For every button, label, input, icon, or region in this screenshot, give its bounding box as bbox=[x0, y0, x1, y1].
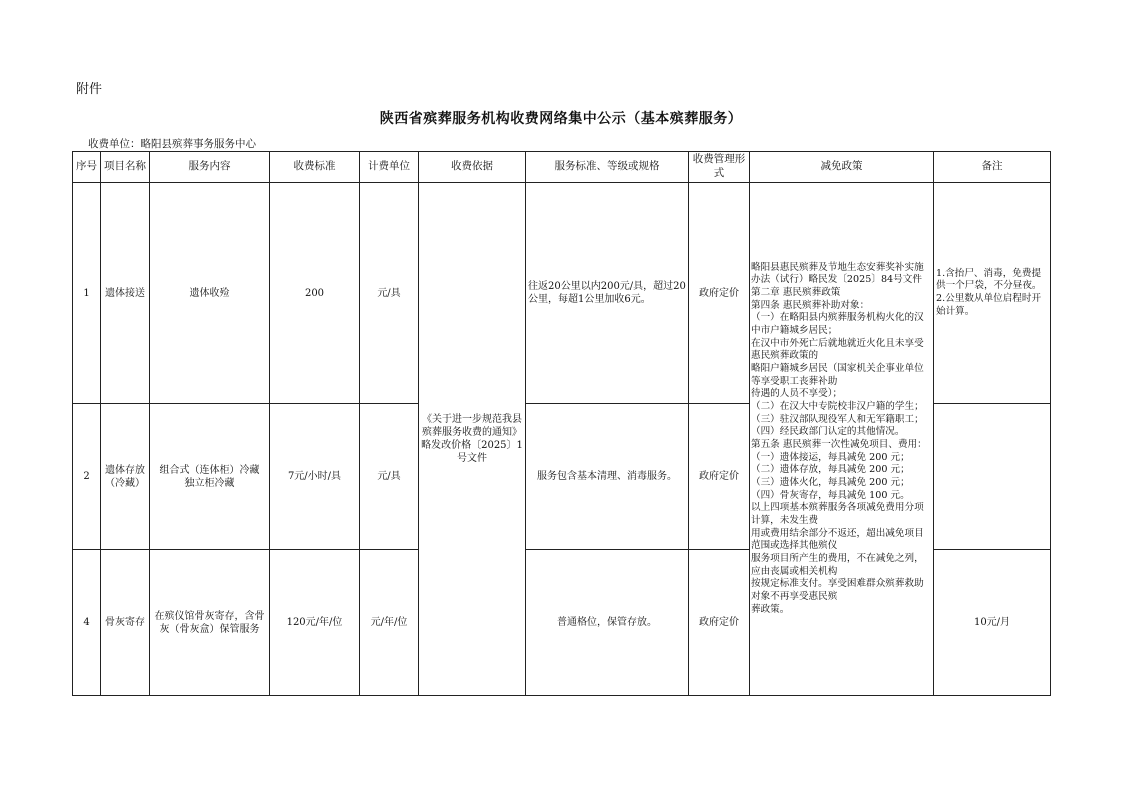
header-fee-standard: 收费标准 bbox=[270, 152, 360, 183]
table-row bbox=[73, 183, 1051, 404]
row-fee: 7元/小时/具 bbox=[270, 404, 360, 550]
row-unit: 元/具 bbox=[360, 183, 419, 404]
header-service-standard: 服务标准、等级或规格 bbox=[526, 152, 689, 183]
row-unit: 元/具 bbox=[360, 404, 419, 550]
row-service-content: 在殡仪馆骨灰寄存，含骨灰（骨灰盒）保管服务 bbox=[150, 550, 270, 696]
fee-table bbox=[72, 151, 1051, 696]
header-billing-unit: 计费单位 bbox=[360, 152, 419, 183]
row-item-name: 遗体接送 bbox=[101, 183, 150, 404]
header-management-form: 收费管理形式 bbox=[689, 152, 750, 183]
header-item-name: 项目名称 bbox=[101, 152, 150, 183]
row-remark bbox=[934, 404, 1051, 550]
header-service-content: 服务内容 bbox=[150, 152, 270, 183]
row-item-name: 遗体存放（冷藏） bbox=[101, 404, 150, 550]
header-policy: 减免政策 bbox=[750, 152, 934, 183]
header-remark: 备注 bbox=[934, 152, 1051, 183]
row-standard: 服务包含基本清理、消毒服务。 bbox=[526, 404, 689, 550]
row-management: 政府定价 bbox=[689, 550, 750, 696]
row-fee: 200 bbox=[270, 183, 360, 404]
header-basis: 收费依据 bbox=[419, 152, 526, 183]
attachment-label: 附件 bbox=[76, 82, 103, 97]
row-remark: 10元/月 bbox=[934, 550, 1051, 696]
row-standard: 普通格位，保管存放。 bbox=[526, 550, 689, 696]
row-management: 政府定价 bbox=[689, 183, 750, 404]
row-no: 2 bbox=[73, 404, 101, 550]
row-service-content: 组合式（连体柜）冷藏 独立柜冷藏 bbox=[150, 404, 270, 550]
row-unit: 元/年/位 bbox=[360, 550, 419, 696]
row-item-name: 骨灰寄存 bbox=[101, 550, 150, 696]
header-no: 序号 bbox=[73, 152, 101, 183]
row-standard: 往返20公里以内200元/具，超过20公里，每超1公里加收6元。 bbox=[526, 183, 689, 404]
charging-unit: 收费单位：略阳县殡葬事务服务中心 bbox=[88, 138, 256, 150]
row-remark: 1.含抬尸、消毒，免费提供一个尸袋，不分昼夜。 2.公里数从单位启程时开始计算。 bbox=[934, 183, 1051, 404]
row-no: 4 bbox=[73, 550, 101, 696]
row-management: 政府定价 bbox=[689, 404, 750, 550]
page-title: 陕西省殡葬服务机构收费网络集中公示（基本殡葬服务） bbox=[379, 111, 743, 127]
row-no: 1 bbox=[73, 183, 101, 404]
policy-cell: 略阳县惠民殡葬及节地生态安葬奖补实施办法（试行）略民发〔2025〕84号文件 第二章 惠民殡葬政策 第四条 惠民殡葬补助对象： （一）在略阳县内殡葬服务机构火化的汉中市户籍城乡居民； 在汉中市外死亡后就地就近火化且未享受惠民殡葬政策的 略阳户籍城乡居民（国家机关企事业单位等享受职工丧葬补助 待遇的人员不享受）； （二）在汉大中专院校非汉户籍的学生； （三）驻汉部队现役军人和无军籍职工； （四）经民政部门认定的其他情况。 第五条 惠民殡葬一次性减免项目、费用： （一）遗体接运，每具减免 200 元； （二）遗体存放，每具减免 200 元； （三）遗体火化，每具减免 200 元； （四）骨灰寄存，每具减免 100 元。 以上四项基本殡葬服务各项减免费用分项计算，未发生费 用或费用结余部分不返还，超出减免项目范围或选择其他殡仪 服务项目所产生的费用，不在减免之列，应由丧属或相关机构 按规定标准支付。享受困难群众殡葬救助对象不再享受惠民殡 葬政策。 bbox=[750, 183, 934, 696]
row-fee: 120元/年/位 bbox=[270, 550, 360, 696]
basis-cell: 《关于进一步规范我县殡葬服务收费的通知》略发改价格〔2025〕1号文件 bbox=[419, 183, 526, 696]
table-header-row bbox=[73, 152, 1051, 183]
row-service-content: 遗体收殓 bbox=[150, 183, 270, 404]
